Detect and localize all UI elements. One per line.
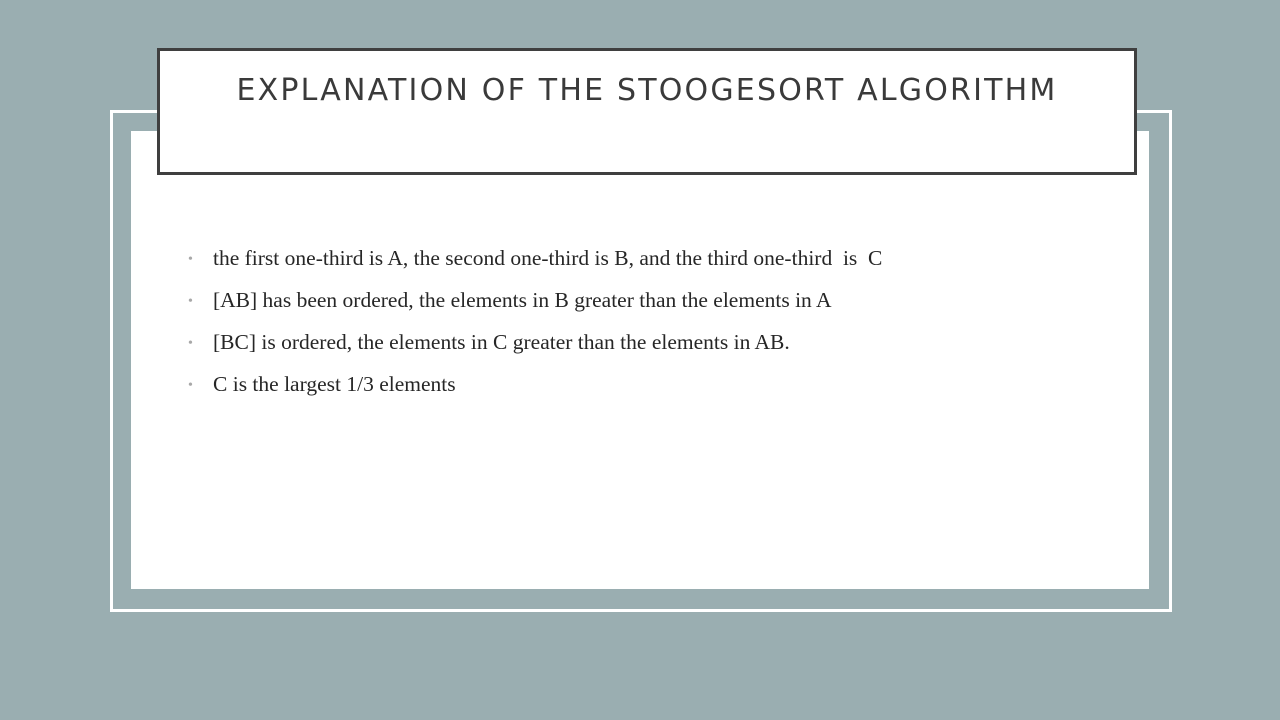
- bullet-text: [BC] is ordered, the elements in C greater than the elements in AB.: [213, 330, 790, 354]
- bullet-marker-icon: •: [188, 294, 193, 309]
- bullet-item: [188, 246, 882, 288]
- bullet-item: [188, 288, 882, 330]
- bullet-text: C is the largest 1/3 elements: [213, 372, 456, 396]
- bullet-text: the first one-third is A, the second one-third is B, and the third one-third is C: [213, 246, 883, 270]
- bullet-list: [188, 246, 882, 414]
- bullet-item: [188, 330, 882, 372]
- bullet-marker-icon: •: [188, 378, 193, 393]
- title-box: [157, 48, 1137, 175]
- bullet-item: [188, 372, 882, 414]
- bullet-marker-icon: •: [188, 252, 193, 267]
- slide-title: EXPLANATION OF THE STOOGESORT ALGORITHM: [236, 73, 1058, 108]
- bullet-text: [AB] has been ordered, the elements in B greater than the elements in A: [213, 288, 832, 312]
- bullet-marker-icon: •: [188, 336, 193, 351]
